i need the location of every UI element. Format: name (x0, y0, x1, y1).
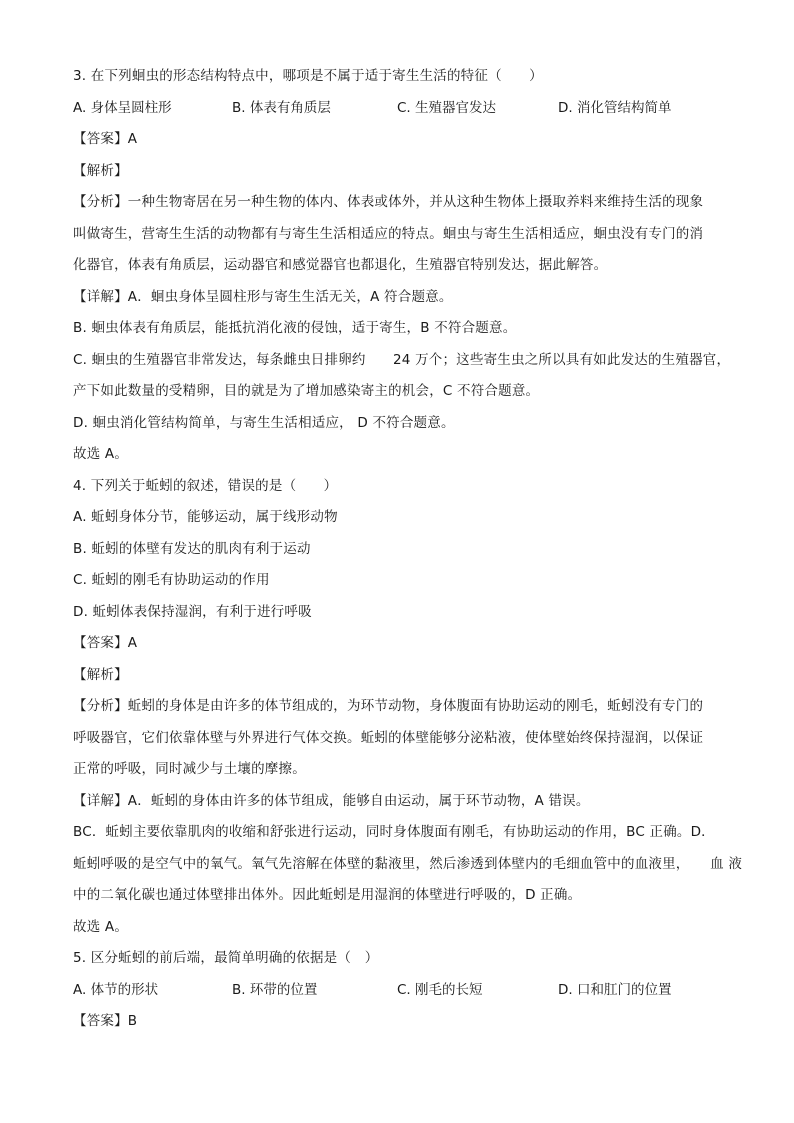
q3-xiangjie-line: 产下如此数量的受精卵，目的就是为了增加感染寄主的机会，C 不符合题意。 (73, 383, 540, 399)
q4-fenxi-line: 呼吸器官，它们依靠体壁与外界进行气体交换。蚯蚓的体壁能够分泌粘液，使体壁始终保持湿润，以保证 (73, 730, 704, 746)
q4-xiangjie-line: 【详解】A．蚯蚓的身体由许多的体节组成，能够自由运动，属于环节动物，A 错误。 (73, 793, 590, 809)
q3-stem: 3. 在下列蛔虫的形态结构特点中，哪项是不属于适于寄生生活的特征（ ） (73, 68, 543, 84)
q3-xiangjie-line: D. 蛔虫消化管结构简单，与寄生生活相适应， D 不符合题意。 (73, 415, 455, 431)
q3-xiangjie-line: C. 蛔虫的生殖器官非常发达，每条雌虫日排卵约 24 万个；这些寄生虫之所以具有如此发达的生殖器官， (73, 352, 731, 368)
q3-fenxi-line: 叫做寄生，营寄生生活的动物都有与寄生生活相适应的特点。蛔虫与寄生生活相适应，蛔虫没有专门的消 (73, 226, 704, 242)
q3-option-b: B. 体表有角质层 (232, 100, 331, 116)
q5-option-c: C. 刚毛的长短 (397, 982, 483, 998)
q3-fenxi-line: 化器官，体表有角质层，运动器官和感觉器官也都退化，生殖器官特别发达，据此解答。 (73, 257, 608, 273)
q4-xiangjie-line: BC．蚯蚓主要依靠肌肉的收缩和舒张进行运动，同时身体腹面有刚毛，有协助运动的作用，BC 正确。D． (73, 824, 715, 840)
q5-option-d: D. 口和肛门的位置 (558, 982, 672, 998)
q5-option-a: A. 体节的形状 (73, 982, 159, 998)
q4-answer: 【答案】A (73, 635, 138, 651)
q4-xiangjie-line: 中的二氧化碳也通过体壁排出体外。因此蚯蚓是用湿润的体壁进行呼吸的，D 正确。 (73, 887, 582, 903)
q3-conclusion: 故选 A。 (73, 446, 129, 462)
q4-xiangjie-line: 蚯蚓呼吸的是空气中的氧气。氧气先溶解在体壁的黏液里，然后渗透到体壁内的毛细血管中的血液里， 血 液 (73, 856, 743, 872)
q3-fenxi-line: 【分析】一种生物寄居在另一种生物的体内、体表或体外，并从这种生物体上摄取养料来维持生活的现象 (73, 194, 704, 210)
q4-fenxi-line: 正常的呼吸，同时减少与土壤的摩擦。 (73, 761, 306, 777)
q4-option-b: B. 蚯蚓的体壁有发达的肌肉有利于运动 (73, 541, 311, 557)
q4-stem: 4. 下列关于蚯蚓的叙述，错误的是（ ） (73, 478, 338, 494)
q3-xiangjie-line: 【详解】A．蛔虫身体呈圆柱形与寄生生活无关，A 符合题意。 (73, 289, 453, 305)
q4-option-d: D. 蚯蚓体表保持湿润，有利于进行呼吸 (73, 604, 312, 620)
q3-xiangjie-line: B. 蛔虫体表有角质层，能抵抗消化液的侵蚀，适于寄生，B 不符合题意。 (73, 320, 517, 336)
q5-option-b: B. 环带的位置 (232, 982, 318, 998)
q4-fenxi-line: 【分析】蚯蚓的身体是由许多的体节组成的，为环节动物，身体腹面有协助运动的刚毛，蚯蚓没有专门的 (73, 698, 704, 714)
q3-option-d: D. 消化管结构简单 (558, 100, 672, 116)
q4-option-c: C. 蚯蚓的刚毛有协助运动的作用 (73, 572, 270, 588)
q3-option-a: A. 身体呈圆柱形 (73, 100, 172, 116)
q3-option-c: C. 生殖器官发达 (397, 100, 497, 116)
q4-analysis-label: 【解析】 (73, 667, 128, 683)
q5-answer: 【答案】B (73, 1013, 138, 1029)
q3-analysis-label: 【解析】 (73, 163, 128, 179)
q4-conclusion: 故选 A。 (73, 919, 129, 935)
q3-answer: 【答案】A (73, 131, 138, 147)
q4-option-a: A. 蚯蚓身体分节，能够运动，属于线形动物 (73, 509, 338, 525)
q5-stem: 5. 区分蚯蚓的前后端，最简单明确的依据是（ ） (73, 950, 379, 966)
